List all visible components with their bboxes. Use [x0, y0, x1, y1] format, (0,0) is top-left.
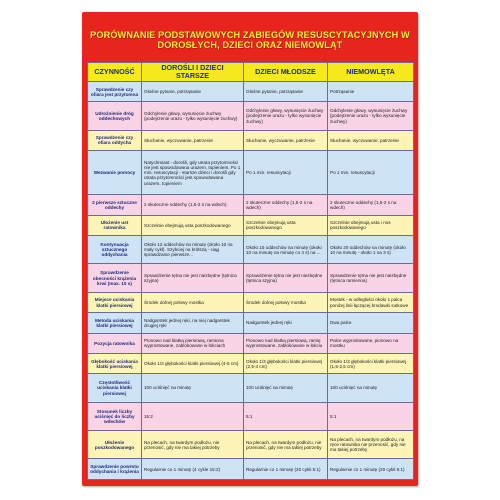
- infants-cell: Szczelnie obejmują usta i nos poszkodowanego: [328, 215, 414, 235]
- infants-cell: Dwa palce: [328, 313, 414, 333]
- infants-cell: Około 1/3 głębokości klatki piersiowej (1,5-2,5 cm): [328, 354, 414, 374]
- young-children-cell: 5:1: [244, 402, 328, 430]
- comparison-table-wrap: [87, 62, 413, 480]
- young-children-cell: Głośne pytanie, potrząsanie: [244, 82, 328, 102]
- comparison-table: [87, 62, 414, 480]
- table-row: [88, 195, 414, 215]
- table-row: [88, 354, 414, 374]
- adults-cell: Sprawdzenie tętna nie jest niezbędne (tętnica szyjna): [142, 264, 244, 292]
- infants-cell: Słuchanie, wyczuwanie, patrzenie: [328, 130, 414, 150]
- activity-cell: Pozycja ratownika: [88, 333, 142, 353]
- activity-cell: Sprawdzenie czy ofiara jest przytomna: [88, 82, 142, 102]
- poster: [82, 12, 418, 486]
- header-infants: NIEMOWLĘTA: [328, 63, 414, 82]
- activity-cell: Częstotliwość uciskania klatki piersiowej: [88, 374, 142, 402]
- young-children-cell: Po 1 min. resuscytacji: [244, 151, 328, 195]
- young-children-cell: 100 uciśnięć na minutę: [244, 374, 328, 402]
- infants-cell: Około 20 oddechów na minutę (około 10 na minutę - około 1 na 3 s): [328, 236, 414, 264]
- activity-cell: Sprawdzenie czy ofiara oddycha: [88, 130, 142, 150]
- table-row: [88, 333, 414, 353]
- infants-cell: 2 skuteczne oddechy (1,5-2 s na wdech): [328, 195, 414, 215]
- adults-cell: Odchylenie głowy, wysunięcie żuchwy (podejrzenie urazu - tylko wysunięcie żuchwy): [142, 102, 244, 130]
- table-row: [88, 151, 414, 195]
- adults-cell: Około 1/3 głębokości klatki piersiowej (4-5 cm): [142, 354, 244, 374]
- young-children-cell: Regularnie co 1 minutę (20 cykli 5:1): [244, 459, 328, 480]
- adults-cell: Szczelnie obejmują usta poszkodowanego: [142, 215, 244, 235]
- infants-cell: Sprawdzenie tętna nie jest niezbędne (tętnica ramienna): [328, 264, 414, 292]
- infants-cell: Mostek - w odległości około 1 palca poniżej linii łączącej brodawki sutkowe: [328, 292, 414, 312]
- activity-cell: Metoda uciskania klatki piersiowej: [88, 313, 142, 333]
- infants-cell: Na plecach, na twardym podłożu, na ręce ratownika nie przenosić, gdy nie ma takiej potrzeby: [328, 431, 414, 459]
- activity-cell: Kontynuacja sztucznego oddychania: [88, 236, 142, 264]
- infants-cell: Palce wyprostowane, pionowo na mostku: [328, 333, 414, 353]
- adults-cell: Słuchanie, wyczuwanie, patrzenie: [142, 130, 244, 150]
- young-children-cell: Szczelnie obejmują usta poszkodowanego: [244, 215, 328, 235]
- header-adults: DOROŚLI I DZIECI STARSZE: [142, 63, 244, 82]
- poster-title: PORÓWNANIE PODSTAWOWYCH ZABIEGÓW RESUSCYTACYJNYCH W DOROSŁYCH, DZIECI ORAZ NIEMOWLĄT: [90, 29, 410, 50]
- young-children-cell: Około 15 oddechów na minutę (około 10 na minutę na minutę co 4 s) na ...: [244, 236, 328, 264]
- infants-cell: 5:1: [328, 402, 414, 430]
- table-row: [88, 431, 414, 459]
- table-row: [88, 459, 414, 480]
- adults-cell: Regularnie co 1 minutę (4 cykle 15:2): [142, 459, 244, 480]
- activity-cell: Ułożenie ust ratownika: [88, 215, 142, 235]
- young-children-cell: Środek dolnej połowy mostka: [244, 292, 328, 312]
- table-row: [88, 236, 414, 264]
- adults-cell: Na plecach, na twardym podłożu, nie przenosić, gdy nie ma takiej potrzeby: [142, 431, 244, 459]
- adults-cell: Pionowo nad klatką piersiową, ramiona wyprostowane, zablokowane w łokciach: [142, 333, 244, 353]
- title-box: [88, 18, 412, 62]
- young-children-cell: Około 1/3 głębokości klatki piersiowej (2,5-4 cm): [244, 354, 328, 374]
- young-children-cell: Sprawdzenie tętna nie jest niezbędne (tętnica szyjna): [244, 264, 328, 292]
- young-children-cell: Odchylenie głowy, wysunięcie żuchwy (podejrzenie urazu - tylko wysunięcie żuchwy): [244, 102, 328, 130]
- young-children-cell: Na plecach, na twardym podłożu, nie przenosić, gdy nie ma takiej potrzeby: [244, 431, 328, 459]
- table-row: [88, 264, 414, 292]
- table-row: [88, 374, 414, 402]
- young-children-cell: 2 skuteczne oddechy (1,5-2 s na wdech): [244, 195, 328, 215]
- table-row: [88, 130, 414, 150]
- activity-cell: Ułożenie poszkodowanego: [88, 431, 142, 459]
- adults-cell: Natychmiast - dorośli, gdy utrata przytomności nie jest spowodowana urazem, topieniem. Po 1 min. resuscytacji - starsze dzieci i dorośli gdy utrata przytomności jest spowodowana urazem, topieniem: [142, 151, 244, 195]
- activity-cell: 2 pierwsze sztuczne oddechy: [88, 195, 142, 215]
- table-header-row: [88, 63, 414, 82]
- adults-cell: Nadgarstek jednej ręki, na niej nadgarstek drugiej ręki: [142, 313, 244, 333]
- activity-cell: Sprawdzenie obecności krążenia krwi (max. 10 s): [88, 264, 142, 292]
- table-row: [88, 215, 414, 235]
- infants-cell: Po 1 min. resuscytacji: [328, 151, 414, 195]
- activity-cell: Udrożnienie dróg oddechowych: [88, 102, 142, 130]
- activity-cell: Głębokość uciskania klatki piersiowej: [88, 354, 142, 374]
- adults-cell: 15:2: [142, 402, 244, 430]
- table-row: [88, 102, 414, 130]
- adults-cell: Około 12 oddechów na minutę (około 10 na mały cykl). Szybciej na krótszą - ciąg sprawdzanie pierwsze...: [142, 236, 244, 264]
- infants-cell: Potrząsanie: [328, 82, 414, 102]
- table-row: [88, 313, 414, 333]
- header-activity: CZYNNOŚĆ: [88, 63, 142, 82]
- activity-cell: Miejsce uciskania klatki piersiowej: [88, 292, 142, 312]
- adults-cell: Środek dolnej połowy mostka: [142, 292, 244, 312]
- activity-cell: Stosunek liczby uciśnięć do liczby wdechów: [88, 402, 142, 430]
- activity-cell: Wezwanie pomocy: [88, 151, 142, 195]
- table-body: [88, 82, 414, 480]
- adults-cell: 2 skuteczne oddechy (1,5-2 s na wdech): [142, 195, 244, 215]
- table-row: [88, 82, 414, 102]
- infants-cell: 100 uciśnięć na minutę: [328, 374, 414, 402]
- table-row: [88, 292, 414, 312]
- table-row: [88, 402, 414, 430]
- young-children-cell: Nadgarstek jednej ręki: [244, 313, 328, 333]
- adults-cell: Głośne pytanie, potrząsanie: [142, 82, 244, 102]
- header-young-children: DZIECI MŁODSZE: [244, 63, 328, 82]
- adults-cell: 100 uciśnięć na minutę: [142, 374, 244, 402]
- infants-cell: Regularnie co 1 minutę (20 cykli 5:1): [328, 459, 414, 480]
- infants-cell: Odchylenie głowy, wysunięcie żuchwy (podejrzenie urazu - tylko wysunięcie żuchwy): [328, 102, 414, 130]
- activity-cell: Sprawdzenie powrotu oddychania i krążenia: [88, 459, 142, 480]
- young-children-cell: Słuchanie, wyczuwanie, patrzenie: [244, 130, 328, 150]
- young-children-cell: Pionowo nad klatką piersiową, ramię wyprostowane, zablokowane w łokciu: [244, 333, 328, 353]
